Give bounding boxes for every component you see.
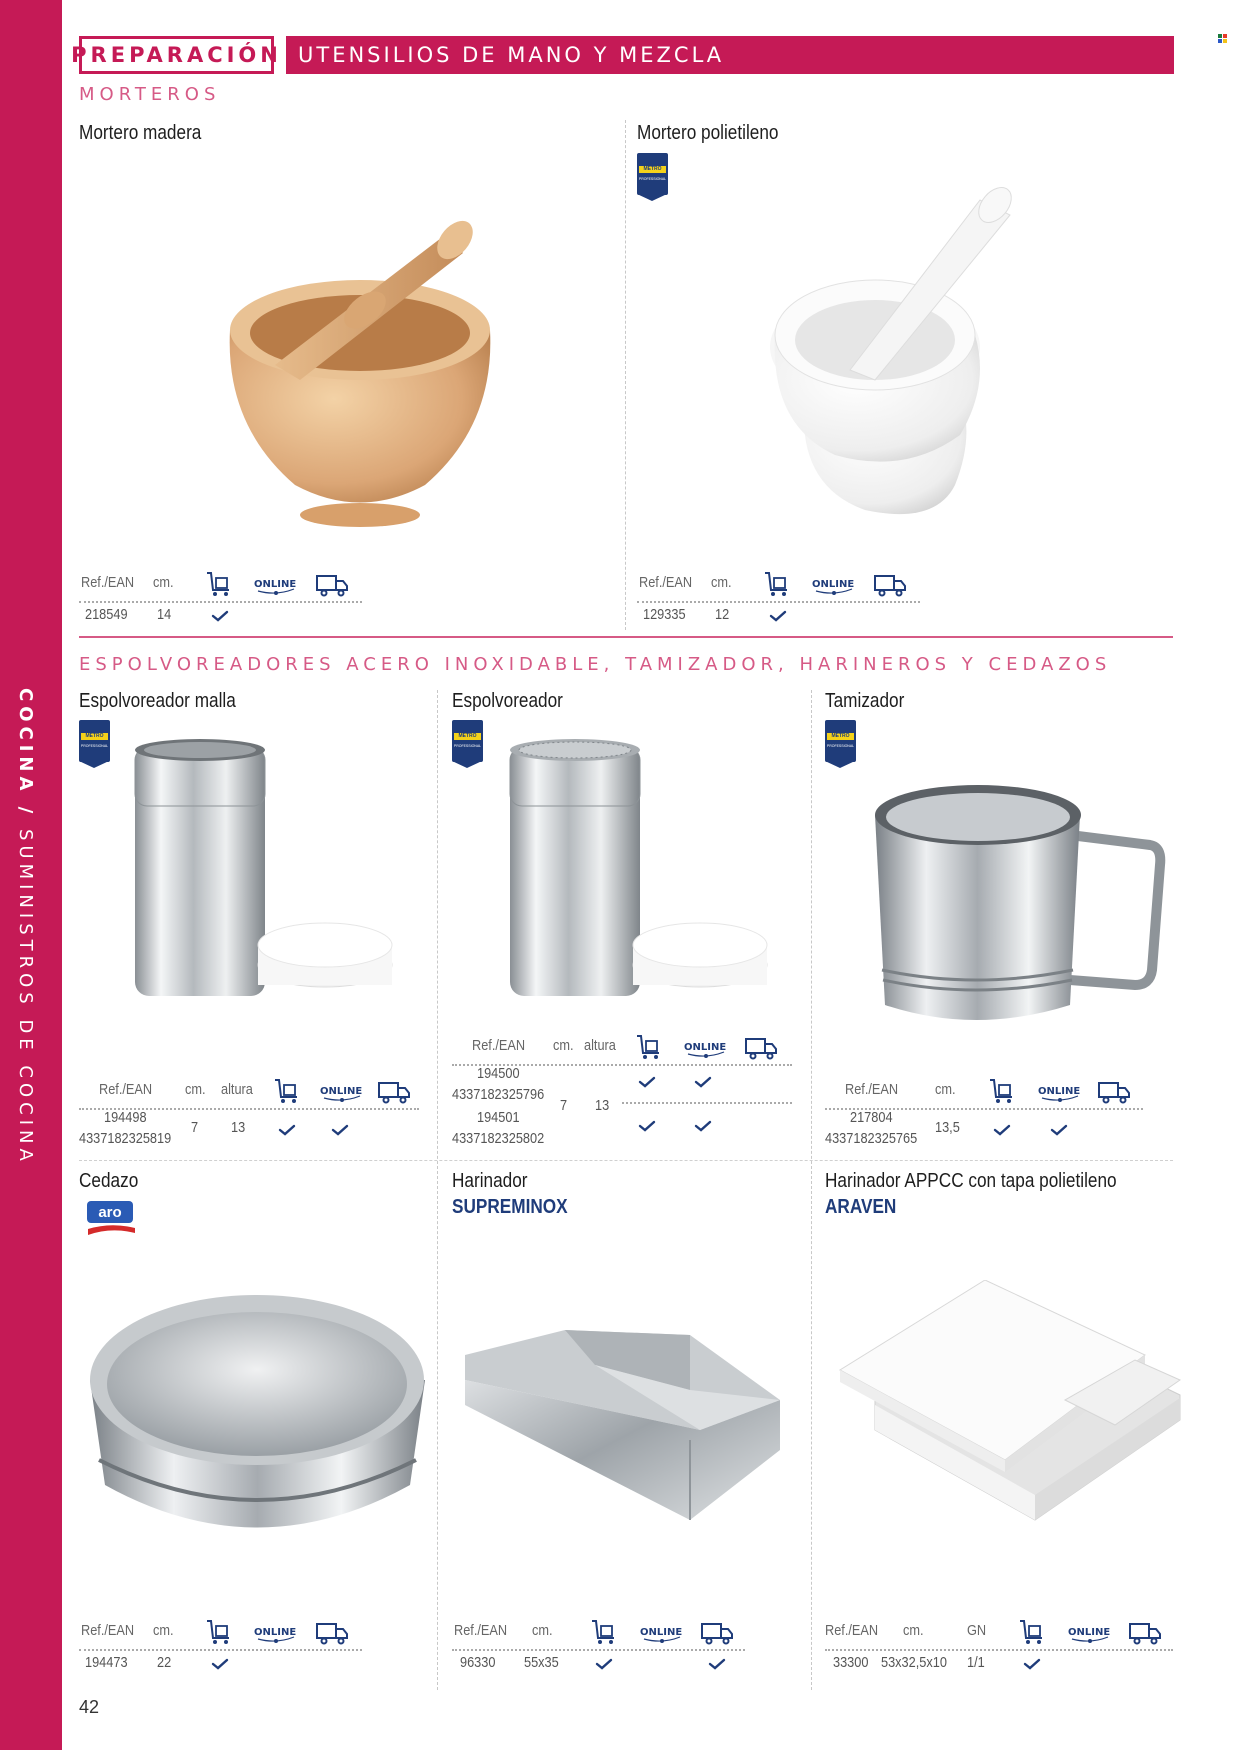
row-divider xyxy=(79,1160,1173,1161)
cash-carry-cart-icon xyxy=(205,570,233,598)
ref-value: 194498 xyxy=(104,1109,147,1126)
online-icon: ONLINE xyxy=(1038,1081,1082,1105)
section-title-morteros: MORTEROS xyxy=(79,84,221,105)
col-ref: Ref./EAN xyxy=(454,1622,508,1639)
table-rule xyxy=(452,1649,745,1651)
product-name: Tamizador xyxy=(825,690,905,712)
sieve-image xyxy=(85,1280,430,1550)
section-divider xyxy=(79,636,1173,638)
checkmark-icon xyxy=(694,1119,712,1133)
checkmark-icon xyxy=(331,1123,349,1137)
product-table xyxy=(825,1622,1175,1682)
ref-value: 217804 xyxy=(850,1109,893,1126)
checkmark-icon xyxy=(708,1657,726,1671)
ref-value: 194500 xyxy=(477,1065,520,1082)
cm-value: 53x32,5x10 xyxy=(881,1654,947,1671)
mortar-polyethylene-image xyxy=(765,185,1045,525)
product-table xyxy=(637,574,937,634)
online-icon: ONLINE xyxy=(254,574,298,598)
cash-carry-cart-icon xyxy=(635,1033,663,1061)
container-with-lid-image xyxy=(835,1280,1190,1530)
checkmark-icon xyxy=(278,1123,296,1137)
product-name: Harinador APPCC con tapa polietileno xyxy=(825,1170,1117,1192)
ean-value: 4337182325765 xyxy=(825,1130,918,1147)
table-rule xyxy=(622,1102,792,1104)
category-label: PREPARACIÓN xyxy=(79,36,274,74)
col-ref: Ref./EAN xyxy=(99,1081,153,1098)
table-rule xyxy=(79,1649,362,1651)
product-table xyxy=(79,1081,419,1151)
page-title: UTENSILIOS DE MANO Y MEZCLA xyxy=(286,36,1174,74)
delivery-truck-icon xyxy=(1097,1081,1131,1105)
brand-name: SUPREMINOX xyxy=(452,1196,568,1218)
cm-value: 13,5 xyxy=(935,1119,960,1136)
mortar-wood-image xyxy=(215,215,515,535)
online-icon: ONLINE xyxy=(640,1622,684,1646)
flag-icon xyxy=(1218,34,1227,43)
cm-value: 7 xyxy=(560,1097,568,1114)
metro-professional-logo: METRO PROFESSIONAL xyxy=(825,720,856,762)
checkmark-icon xyxy=(769,609,787,623)
delivery-truck-icon xyxy=(1128,1622,1162,1646)
ean-value: 4337182325796 xyxy=(452,1086,545,1103)
metro-professional-logo: METRO PROFESSIONAL xyxy=(79,720,110,762)
col-cm: cm. xyxy=(185,1081,206,1098)
delivery-truck-icon xyxy=(315,1622,349,1646)
online-icon: ONLINE xyxy=(1068,1622,1112,1646)
checkmark-icon xyxy=(993,1123,1011,1137)
metro-professional-logo: METRO PROFESSIONAL xyxy=(452,720,483,762)
col-altura: altura xyxy=(221,1081,253,1098)
table-rule xyxy=(637,601,920,603)
online-icon: ONLINE xyxy=(812,574,856,598)
cm-value: 55x35 xyxy=(524,1654,559,1671)
page-number: 42 xyxy=(79,1697,100,1717)
cm-value: 22 xyxy=(157,1654,172,1671)
col-ref: Ref./EAN xyxy=(639,574,693,591)
cm-value: 7 xyxy=(191,1119,199,1136)
svg-text:aro: aro xyxy=(98,1204,122,1221)
product-name: Mortero madera xyxy=(79,122,202,144)
product-name: Cedazo xyxy=(79,1170,139,1192)
product-name: Espolvoreador xyxy=(452,690,563,712)
ean-value: 4337182325802 xyxy=(452,1130,545,1147)
ean-value: 4337182325819 xyxy=(79,1130,172,1147)
altura-value: 13 xyxy=(231,1119,246,1136)
delivery-truck-icon xyxy=(377,1081,411,1105)
cash-carry-cart-icon xyxy=(1018,1618,1046,1646)
checkmark-icon xyxy=(211,609,229,623)
checkmark-icon xyxy=(211,1657,229,1671)
product-table xyxy=(452,1622,752,1682)
flour-bin-image xyxy=(460,1320,790,1520)
col-gn: GN xyxy=(967,1622,987,1639)
altura-value: 13 xyxy=(595,1097,610,1114)
product-table xyxy=(79,1622,379,1682)
table-rule xyxy=(79,601,362,603)
delivery-truck-icon xyxy=(315,574,349,598)
col-cm: cm. xyxy=(935,1081,956,1098)
col-ref: Ref./EAN xyxy=(845,1081,899,1098)
col-cm: cm. xyxy=(553,1037,574,1054)
checkmark-icon xyxy=(1023,1657,1041,1671)
delivery-truck-icon xyxy=(700,1622,734,1646)
metro-professional-logo: METRO PROFESSIONAL xyxy=(637,153,668,195)
cash-carry-cart-icon xyxy=(763,570,791,598)
cash-carry-cart-icon xyxy=(988,1077,1016,1105)
ref-value: 33300 xyxy=(833,1654,869,1671)
section-title-espolvoreadores: ESPOLVOREADORES ACERO INOXIDABLE, TAMIZADOR, HARINEROS Y CEDAZOS xyxy=(79,654,1112,675)
checkmark-icon xyxy=(694,1075,712,1089)
sifter-image xyxy=(870,785,1170,1045)
divider xyxy=(625,120,626,630)
product-name: Mortero polietileno xyxy=(637,122,779,144)
col-ref: Ref./EAN xyxy=(81,574,135,591)
divider xyxy=(811,690,812,1690)
ref-value: 194473 xyxy=(85,1654,128,1671)
online-icon: ONLINE xyxy=(254,1622,298,1646)
checkmark-icon xyxy=(638,1075,656,1089)
sidebar-label: COCINA / SUMINISTROS DE COCINA xyxy=(15,688,36,1166)
checkmark-icon xyxy=(638,1119,656,1133)
ref-value: 96330 xyxy=(460,1654,496,1671)
shaker-mesh-image xyxy=(125,730,405,1030)
table-rule xyxy=(825,1649,1173,1651)
ref-value: 194501 xyxy=(477,1109,520,1126)
col-ref: Ref./EAN xyxy=(825,1622,879,1639)
checkmark-icon xyxy=(1050,1123,1068,1137)
col-altura: altura xyxy=(584,1037,616,1054)
col-cm: cm. xyxy=(532,1622,553,1639)
col-cm: cm. xyxy=(153,1622,174,1639)
ref-value: 218549 xyxy=(85,606,128,623)
cash-carry-cart-icon xyxy=(590,1618,618,1646)
product-table xyxy=(79,574,379,634)
col-ref: Ref./EAN xyxy=(81,1622,135,1639)
col-cm: cm. xyxy=(711,574,732,591)
col-cm: cm. xyxy=(903,1622,924,1639)
product-name: Harinador xyxy=(452,1170,528,1192)
cm-value: 12 xyxy=(715,606,730,623)
aro-logo xyxy=(85,1200,137,1238)
cash-carry-cart-icon xyxy=(273,1077,301,1105)
online-icon: ONLINE xyxy=(684,1037,728,1061)
ref-value: 129335 xyxy=(643,606,686,623)
cash-carry-cart-icon xyxy=(205,1618,233,1646)
divider xyxy=(437,690,438,1690)
delivery-truck-icon xyxy=(873,574,907,598)
product-name: Espolvoreador malla xyxy=(79,690,236,712)
cm-value: 14 xyxy=(157,606,172,623)
brand-name: ARAVEN xyxy=(825,1196,897,1218)
product-table xyxy=(825,1081,1145,1151)
online-icon: ONLINE xyxy=(320,1081,364,1105)
product-table xyxy=(452,1037,792,1152)
delivery-truck-icon xyxy=(744,1037,778,1061)
col-ref: Ref./EAN xyxy=(472,1037,526,1054)
checkmark-icon xyxy=(595,1657,613,1671)
gn-value: 1/1 xyxy=(967,1654,985,1671)
shaker-perforated-image xyxy=(500,730,780,1030)
col-cm: cm. xyxy=(153,574,174,591)
